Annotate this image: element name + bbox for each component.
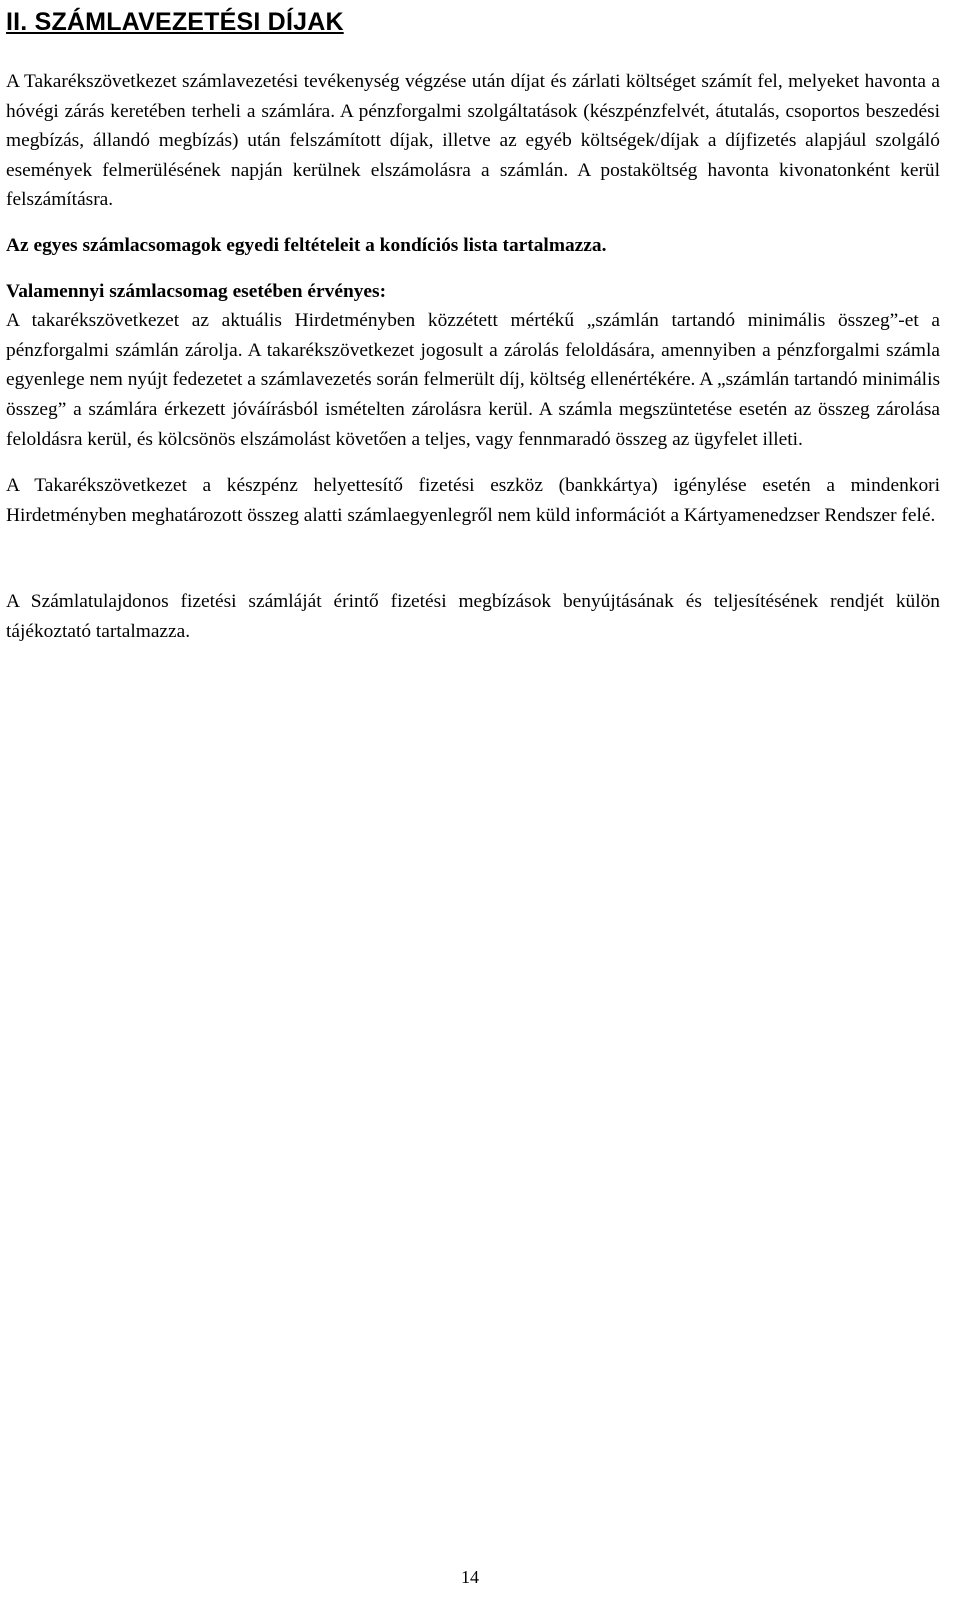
document-page xyxy=(6,0,940,647)
page-number: 14 xyxy=(461,1567,479,1587)
paragraph-bank-card: A Takarékszövetkezet a készpénz helyettesítő fizetési eszköz (bankkártya) igénylése esetén a mindenkori Hirdetményben meghatározott összeg alatti számlaegyenlegről nem küld információt a Kártyamenedzser Rendszer felé. xyxy=(6,475,940,526)
paragraph-fees-intro: A Takarékszövetkezet számlavezetési tevékenység végzése után díjat és zárlati költséget számít fel, melyeket havonta a hóvégi zárás keretében terheli a számlára. A pénzforgalmi szolgáltatások (készpénzfelvét, átutalás, csoportos beszedési megbízás, állandó megbízás) után felszámított díjak, illetve az egyéb költségek/díjak a díjfizetés alapjául szolgáló események felmerülésének napján kerülnek elszámolásra a számlán. A postaköltség havonta kivonatonként kerül felszámításra. xyxy=(6,71,940,211)
paragraph-lead: Valamennyi számlacsomag esetében érvényes: xyxy=(6,280,387,302)
section-title: II. SZÁMLAVEZETÉSI DÍJAK xyxy=(6,8,344,36)
paragraph-minimum-balance xyxy=(6,277,940,455)
paragraph-conditions-list: Az egyes számlacsomagok egyedi feltételeit a kondíciós lista tartalmazza. xyxy=(6,234,607,256)
paragraph-body: A takarékszövetkezet az aktuális Hirdetményben közzétett mértékű „számlán tartandó minimális összeg”-et a pénzforgalmi számlán zárolja. A takarékszövetkezet jogosult a zárolás feloldására, amennyiben a pénzforgalmi számla egyenlege nem nyújt fedezetet a számlavezetés során felmerült díj, költség ellenértékére. A „számlán tartandó minimális összeg” a számlára érkezett jóváírásból ismételten zárolásra kerül. A számla megszüntetése esetén az összeg zárolása feloldásra kerül, és kölcsönös elszámolást követően a teljes, vagy fennmaradó összeg az ügyfelet illeti. xyxy=(6,310,940,450)
paragraph-payment-orders: A Számlatulajdonos fizetési számláját érintő fizetési megbízások benyújtásának és teljesítésének rendjét külön tájékoztató tartalmazza. xyxy=(6,591,940,642)
